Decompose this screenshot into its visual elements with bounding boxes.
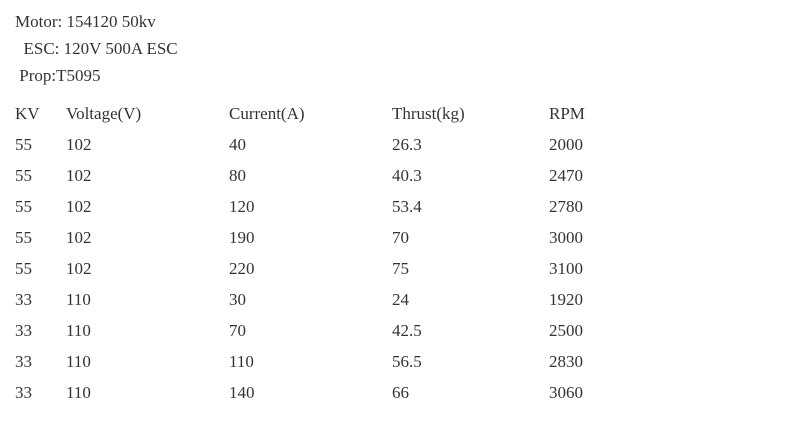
table-row: [15, 352, 655, 383]
cell-kv: 33: [15, 290, 32, 309]
table-row: [15, 321, 655, 352]
cell-kv: 33: [15, 321, 32, 340]
cell-rpm: 3000: [549, 228, 583, 247]
cell-rpm: 3100: [549, 259, 583, 278]
cell-voltage: 110: [66, 352, 91, 371]
table-row: [15, 135, 655, 166]
cell-current: 80: [229, 166, 246, 185]
header-rpm: RPM: [549, 104, 585, 123]
cell-rpm: 2780: [549, 197, 583, 216]
header-current: Current(A): [229, 104, 305, 123]
cell-current: 110: [229, 352, 254, 371]
cell-kv: 55: [15, 197, 32, 216]
cell-thrust: 66: [392, 383, 409, 402]
table-row: [15, 228, 655, 259]
table-header-row: [15, 104, 655, 135]
table-row: [15, 166, 655, 197]
header-voltage: Voltage(V): [66, 104, 142, 123]
cell-thrust: 40.3: [392, 166, 422, 185]
prop-spec-text: Prop:T5095: [15, 66, 101, 85]
cell-current: 70: [229, 321, 246, 340]
cell-voltage: 110: [66, 321, 91, 340]
cell-thrust: 70: [392, 228, 409, 247]
table-row: [15, 259, 655, 290]
header-thrust: Thrust(kg): [392, 104, 465, 123]
cell-current: 40: [229, 135, 246, 154]
cell-rpm: 3060: [549, 383, 583, 402]
cell-kv: 33: [15, 383, 32, 402]
cell-current: 140: [229, 383, 255, 402]
cell-kv: 55: [15, 228, 32, 247]
cell-voltage: 102: [66, 228, 92, 247]
cell-voltage: 102: [66, 259, 92, 278]
cell-current: 30: [229, 290, 246, 309]
cell-kv: 55: [15, 166, 32, 185]
cell-rpm: 2500: [549, 321, 583, 340]
motor-spec-text: Motor: 154120 50kv: [15, 12, 156, 31]
cell-thrust: 42.5: [392, 321, 422, 340]
table-row: [15, 290, 655, 321]
cell-rpm: 1920: [549, 290, 583, 309]
performance-table: [15, 104, 655, 414]
cell-voltage: 102: [66, 197, 92, 216]
cell-thrust: 53.4: [392, 197, 422, 216]
table-row: [15, 383, 655, 414]
esc-spec-text: ESC: 120V 500A ESC: [15, 39, 178, 58]
header-kv: KV: [15, 104, 40, 123]
cell-thrust: 26.3: [392, 135, 422, 154]
cell-rpm: 2470: [549, 166, 583, 185]
cell-thrust: 75: [392, 259, 409, 278]
cell-thrust: 24: [392, 290, 409, 309]
cell-current: 220: [229, 259, 255, 278]
cell-voltage: 102: [66, 166, 92, 185]
table-row: [15, 197, 655, 228]
cell-rpm: 2000: [549, 135, 583, 154]
cell-rpm: 2830: [549, 352, 583, 371]
cell-kv: 33: [15, 352, 32, 371]
cell-voltage: 110: [66, 290, 91, 309]
cell-kv: 55: [15, 135, 32, 154]
cell-thrust: 56.5: [392, 352, 422, 371]
cell-voltage: 102: [66, 135, 92, 154]
cell-kv: 55: [15, 259, 32, 278]
cell-current: 190: [229, 228, 255, 247]
cell-current: 120: [229, 197, 255, 216]
cell-voltage: 110: [66, 383, 91, 402]
